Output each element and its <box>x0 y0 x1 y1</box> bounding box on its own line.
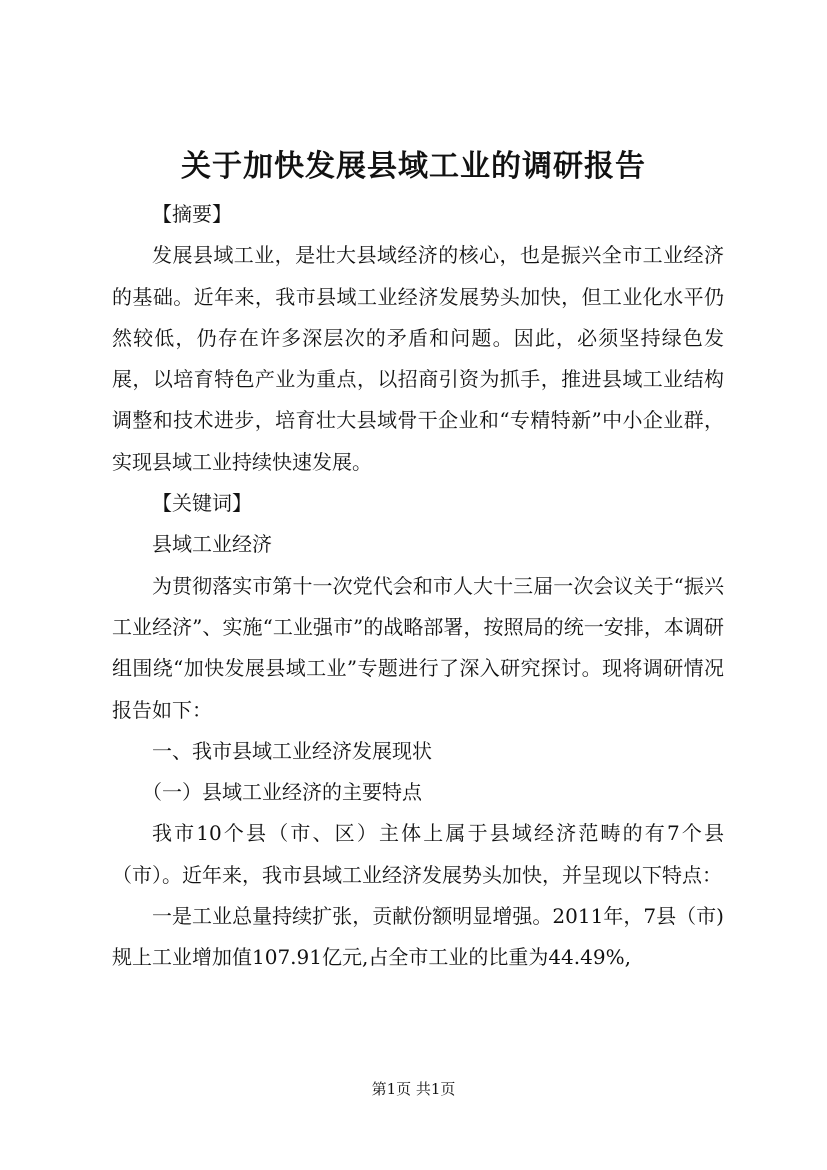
abstract-paragraph: 发展县域工业，是壮大县域经济的核心，也是振兴全市工业经济的基础。近年来，我市县域工业经济发展势头加快，但工业化水平仍然较低，仍存在许多深层次的矛盾和问题。因此，必须坚持绿色发展，以培育特色产业为重点，以招商引资为抓手，推进县域工业结构调整和技术进步，培育壮大县域骨干企业和“专精特新”中小企业群，实现县域工业持续快速发展。 <box>112 243 724 474</box>
keywords-paragraph: 县域工业经济 <box>152 532 272 557</box>
keywords-label: 【关键词】 <box>152 491 252 516</box>
document-title: 关于加快发展县域工业的调研报告 <box>181 149 646 184</box>
intro-paragraph: 为贯彻落实市第十一次党代会和市人大十三届一次会议关于“振兴工业经济”、实施“工业强市”的战略部署，按照局的统一安排，本调研组围绕“加快发展县域工业”专题进行了深入研究探讨。现将调研情况报告如下： <box>112 573 724 722</box>
page-footer: 第1页 共1页 <box>371 1080 456 1098</box>
abstract-label: 【摘要】 <box>152 202 232 226</box>
body-paragraph-feature-one: 一是工业总量持续扩张，贡献份额明显增强。2011年，7县（市)规上工业增加值107.91亿元,占全市工业的比重为44.49%, <box>112 904 724 970</box>
subsection-heading: （一）县域工业经济的主要特点 <box>142 780 422 805</box>
document-body <box>112 194 724 979</box>
body-paragraph-counties: 我市10个县（市、区）主体上属于县域经济范畴的有7个县（市）。近年来，我市县域工业经济发展势头加快，并呈现以下特点： <box>112 821 724 887</box>
section-heading: 一、我市县域工业经济发展现状 <box>152 738 432 763</box>
